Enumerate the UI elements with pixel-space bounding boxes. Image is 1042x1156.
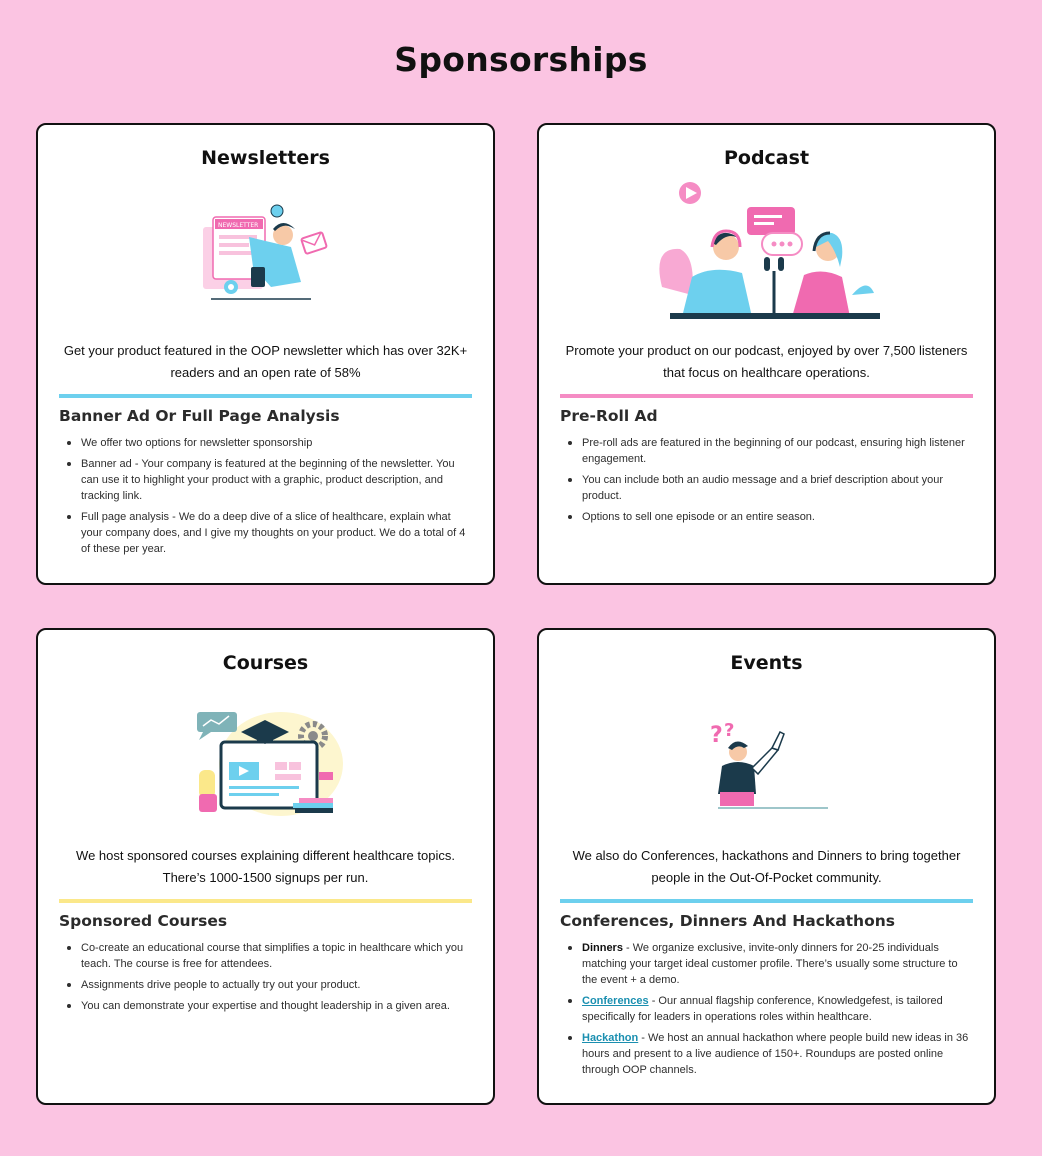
- list-item: [560, 993, 974, 1025]
- card-divider: [59, 394, 472, 398]
- list-item-text: - We organize exclusive, invite-only dinners for 20-25 individuals matching your target ideal customer profile. There’s usually some structure to the event + a demo.: [582, 942, 958, 986]
- list-item: Full page analysis - We do a deep dive of a slice of healthcare, explain what your company does, and I give my thoughts on your product. We do a total of 4 of these per year.: [59, 509, 473, 557]
- list-item: Assignments drive people to actually try out your product.: [59, 977, 473, 993]
- bullet-list: [560, 940, 974, 1083]
- section-title: Banner Ad Or Full Page Analysis: [59, 407, 340, 425]
- svg-text:?: ?: [723, 720, 734, 741]
- newsletter-illustration-label: NEWSLETTER: [217, 222, 258, 229]
- podcast-illustration: [539, 177, 994, 327]
- card-divider: [560, 394, 973, 398]
- courses-illustration: [38, 682, 493, 832]
- card-description: Promote your product on our podcast, enjoyed by over 7,500 listeners that focus on healthcare operations.: [565, 343, 968, 380]
- card-title: Podcast: [723, 147, 810, 169]
- podcast-card: [537, 123, 996, 585]
- dinners-label: Dinners: [582, 942, 623, 954]
- list-item: Pre-roll ads are featured in the beginning of our podcast, ensuring high listener engagement.: [560, 435, 974, 467]
- bullet-list: [59, 940, 473, 1019]
- list-item: Options to sell one episode or an entire season.: [560, 509, 974, 525]
- events-card: [537, 628, 996, 1105]
- list-item: You can demonstrate your expertise and thought leadership in a given area.: [59, 998, 473, 1014]
- events-illustration: [539, 682, 994, 832]
- section-title: Pre-Roll Ad: [560, 407, 658, 425]
- hackathon-link[interactable]: Hackathon: [582, 1032, 639, 1044]
- list-item: Banner ad - Your company is featured at the beginning of the newsletter. You can use it to highlight your product with a graphic, product description, and tracking link.: [59, 456, 473, 504]
- card-description: Get your product featured in the OOP newsletter which has over 32K+ readers and an open rate of 58%: [63, 343, 468, 380]
- list-item: We offer two options for newsletter sponsorship: [59, 435, 473, 451]
- card-title: Courses: [222, 652, 309, 674]
- bullet-list: [59, 435, 473, 562]
- card-title: Events: [730, 652, 803, 674]
- newsletters-card: [36, 123, 495, 585]
- list-item-text: - We host an annual hackathon where people build new ideas in 36 hours and present to a live audience of 150+. Roundups are posted online through OOP channels.: [582, 1032, 969, 1076]
- courses-card: [36, 628, 495, 1105]
- section-title: Sponsored Courses: [59, 912, 228, 930]
- card-description: We also do Conferences, hackathons and Dinners to bring together people in the Out-Of-Pocket community.: [572, 848, 961, 885]
- svg-text:?: ?: [709, 723, 723, 748]
- list-item: Co-create an educational course that simplifies a topic in healthcare which you teach. The course is free for attendees.: [59, 940, 473, 972]
- section-title: Conferences, Dinners And Hackathons: [560, 912, 896, 930]
- list-item: [560, 1030, 974, 1078]
- card-title: Newsletters: [201, 147, 330, 169]
- list-item: [560, 940, 974, 988]
- page-title: Sponsorships: [394, 40, 648, 79]
- card-description: We host sponsored courses explaining different healthcare topics. There’s 1000-1500 signups per run.: [76, 848, 455, 885]
- conferences-link[interactable]: Conferences: [582, 995, 649, 1007]
- newsletter-illustration: [38, 177, 493, 327]
- card-divider: [560, 899, 973, 903]
- card-divider: [59, 899, 472, 903]
- list-item-text: - Our annual flagship conference, Knowledgefest, is tailored specifically for leaders in operations roles within healthcare.: [582, 995, 943, 1023]
- bullet-list: [560, 435, 974, 530]
- list-item: You can include both an audio message and a brief description about your product.: [560, 472, 974, 504]
